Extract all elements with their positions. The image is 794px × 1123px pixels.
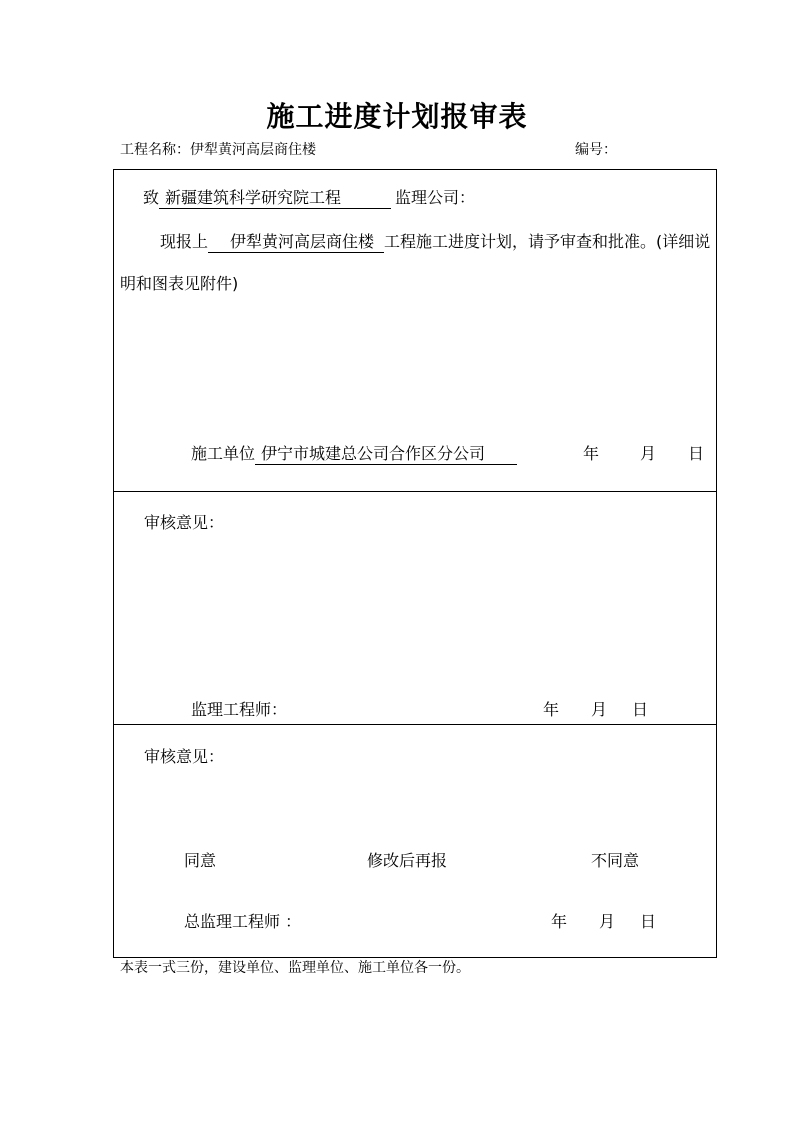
row-divider xyxy=(113,491,717,492)
engineer-label: 监理工程师： xyxy=(191,700,288,719)
report-prefix: 现报上 xyxy=(160,232,209,251)
year-label: 年 xyxy=(551,912,568,931)
option-agree: 同意 xyxy=(184,851,217,870)
page-title: 施工进度计划报审表 xyxy=(266,100,528,133)
row-divider xyxy=(113,724,717,725)
report-text: 工程施工进度计划，请予审查和批准。(详细说 xyxy=(384,232,711,251)
contractor-line xyxy=(191,446,517,465)
year-label: 年 xyxy=(583,444,600,463)
to-label: 致 xyxy=(143,188,160,207)
footnote: 本表一式三份，建设单位、监理单位、施工单位各一份。 xyxy=(120,960,470,976)
report-line-1 xyxy=(160,234,710,253)
month-label: 月 xyxy=(591,700,608,719)
supervisor-suffix: 监理公司： xyxy=(395,188,476,207)
day-label: 日 xyxy=(640,912,657,931)
review-label: 审核意见： xyxy=(144,513,225,532)
project-name-line xyxy=(120,143,316,157)
option-revise: 修改后再报 xyxy=(367,851,448,870)
contractor-label: 施工单位 xyxy=(191,444,256,463)
number-label: 编号： xyxy=(575,142,617,158)
contractor-name: 伊宁市城建总公司合作区分公司 xyxy=(255,446,517,465)
supervisor-company: 新疆建筑科学研究院工程 xyxy=(159,190,391,209)
project-name-label: 工程名称： xyxy=(120,142,190,158)
report-line-2: 明和图表见附件) xyxy=(120,274,239,293)
review-label: 审核意见： xyxy=(144,747,225,766)
year-label: 年 xyxy=(543,700,560,719)
month-label: 月 xyxy=(640,444,657,463)
project-name-value: 伊犁黄河高层商住楼 xyxy=(190,142,316,158)
day-label: 日 xyxy=(688,444,705,463)
month-label: 月 xyxy=(599,912,616,931)
addressee-line xyxy=(143,190,475,209)
option-disagree: 不同意 xyxy=(591,851,640,870)
report-project: 伊犁黄河高层商住楼 xyxy=(208,234,384,253)
chief-engineer-label: 总监理工程师 ： xyxy=(184,912,302,931)
day-label: 日 xyxy=(632,700,649,719)
